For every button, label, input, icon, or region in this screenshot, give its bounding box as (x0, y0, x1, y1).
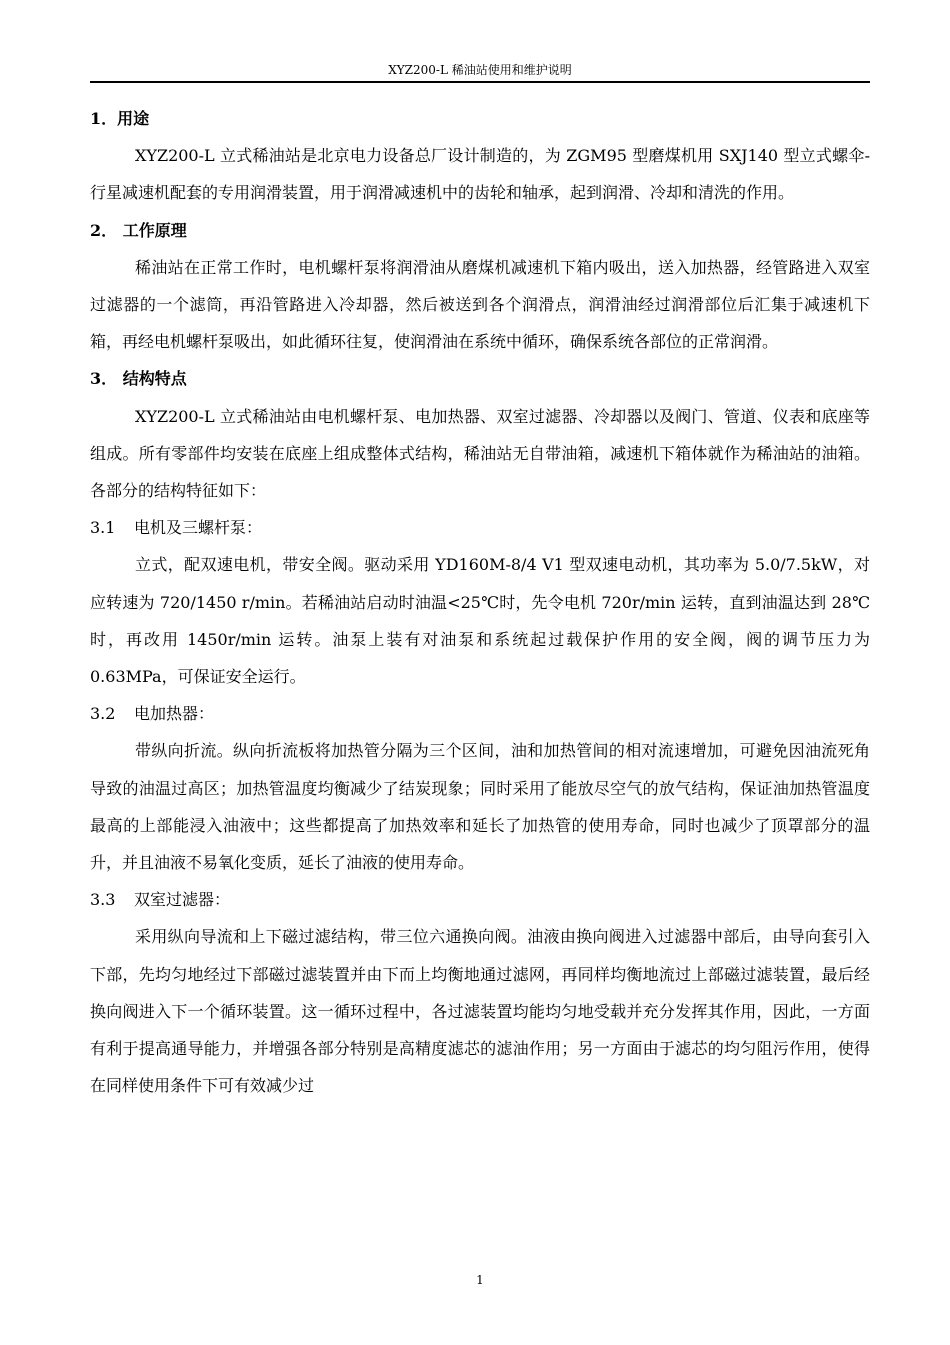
section-1-paragraph: XYZ200-L 立式稀油站是北京电力设备总厂设计制造的，为 ZGM95 型磨煤机用 SXJ140 型立式螺伞-行星减速机配套的专用润滑装置，用于润滑减速机中的齿轮和轴承，起到润滑、冷却和清洗的作用。 (90, 146, 870, 203)
section-2-paragraph: 稀油站在正常工作时，电机螺杆泵将润滑油从磨煤机减速机下箱内吸出，送入加热器，经管路进入双室过滤器的一个滤筒，再沿管路进入冷却器，然后被送到各个润滑点，润滑油经过润滑部位后汇集于减速机下箱，再经电机螺杆泵吸出，如此循环往复，使润滑油在系统中循环，确保系统各部位的正常润滑。 (90, 257, 870, 352)
subsection-3-3-heading (90, 881, 870, 918)
subsection-3-3-title: 双室过滤器： (134, 890, 231, 910)
page-number: 1 (476, 1273, 484, 1287)
subsection-3-2-heading (90, 695, 870, 732)
section-3-paragraph: XYZ200-L 立式稀油站由电机螺杆泵、电加热器、双室过滤器、冷却器以及阀门、管道、仪表和底座等组成。所有零部件均安装在底座上组成整体式结构，稀油站无自带油箱，减速机下箱体就作为稀油站的油箱。各部分的结构特征如下： (90, 406, 870, 501)
section-3-heading: 3． 结构特点 (90, 369, 187, 389)
subsection-3-2-title: 电加热器： (134, 704, 215, 724)
subsection-3-1-paragraph: 立式，配双速电机，带安全阀。驱动采用 YD160M-8/4 V1 型双速电动机，其功率为 5.0/7.5kW，对应转速为 720/1450 r/min。若稀油站启动时油温<25℃时，先令电机 720r/min 运转，直到油温达到 28℃时，再改用 1450r/min 运转。油泵上装有对油泵和系统起过载保护作用的安全阀，阀的调节压力为 0.63MPa，可保证安全运行。 (90, 555, 870, 687)
page-footer (90, 1272, 870, 1288)
page-header (90, 62, 870, 78)
document-body (90, 100, 870, 1104)
subsection-3-3-paragraph: 采用纵向导流和上下磁过滤结构，带三位六通换向阀。油液由换向阀进入过滤器中部后，由导向套引入下部，先均匀地经过下部磁过滤装置并由下而上均衡地通过滤网，再同样均衡地流过上部磁过滤装置，最后经换向阀进入下一个循环装置。这一循环过程中，各过滤装置均能均匀地受载并充分发挥其作用，因此，一方面有利于提高通导能力，并增强各部分特别是高精度滤芯的滤油作用；另一方面由于滤芯的均匀阻污作用，使得在同样使用条件下可有效减少过 (90, 927, 870, 1096)
subsection-3-1-title: 电机及三螺杆泵： (134, 518, 263, 538)
header-rule (90, 81, 870, 83)
section-1-heading: 1．用途 (90, 109, 150, 128)
subsection-3-2-number: 3.2 (90, 704, 116, 724)
subsection-3-3-number: 3.3 (90, 890, 116, 910)
header-title: XYZ200-L 稀油站使用和维护说明 (388, 63, 572, 77)
subsection-3-1-heading (90, 509, 870, 546)
subsection-3-1-number: 3.1 (90, 518, 116, 538)
subsection-3-2-paragraph: 带纵向折流。纵向折流板将加热管分隔为三个区间，油和加热管间的相对流速增加，可避免因油流死角导致的油温过高区；加热管温度均衡减少了结炭现象；同时采用了能放尽空气的放气结构，保证油加热管温度最高的上部能浸入油液中；这些都提高了加热效率和延长了加热管的使用寿命，同时也减少了顶罩部分的温升，并且油液不易氧化变质，延长了油液的使用寿命。 (90, 741, 870, 873)
section-2-heading: 2． 工作原理 (90, 220, 187, 240)
